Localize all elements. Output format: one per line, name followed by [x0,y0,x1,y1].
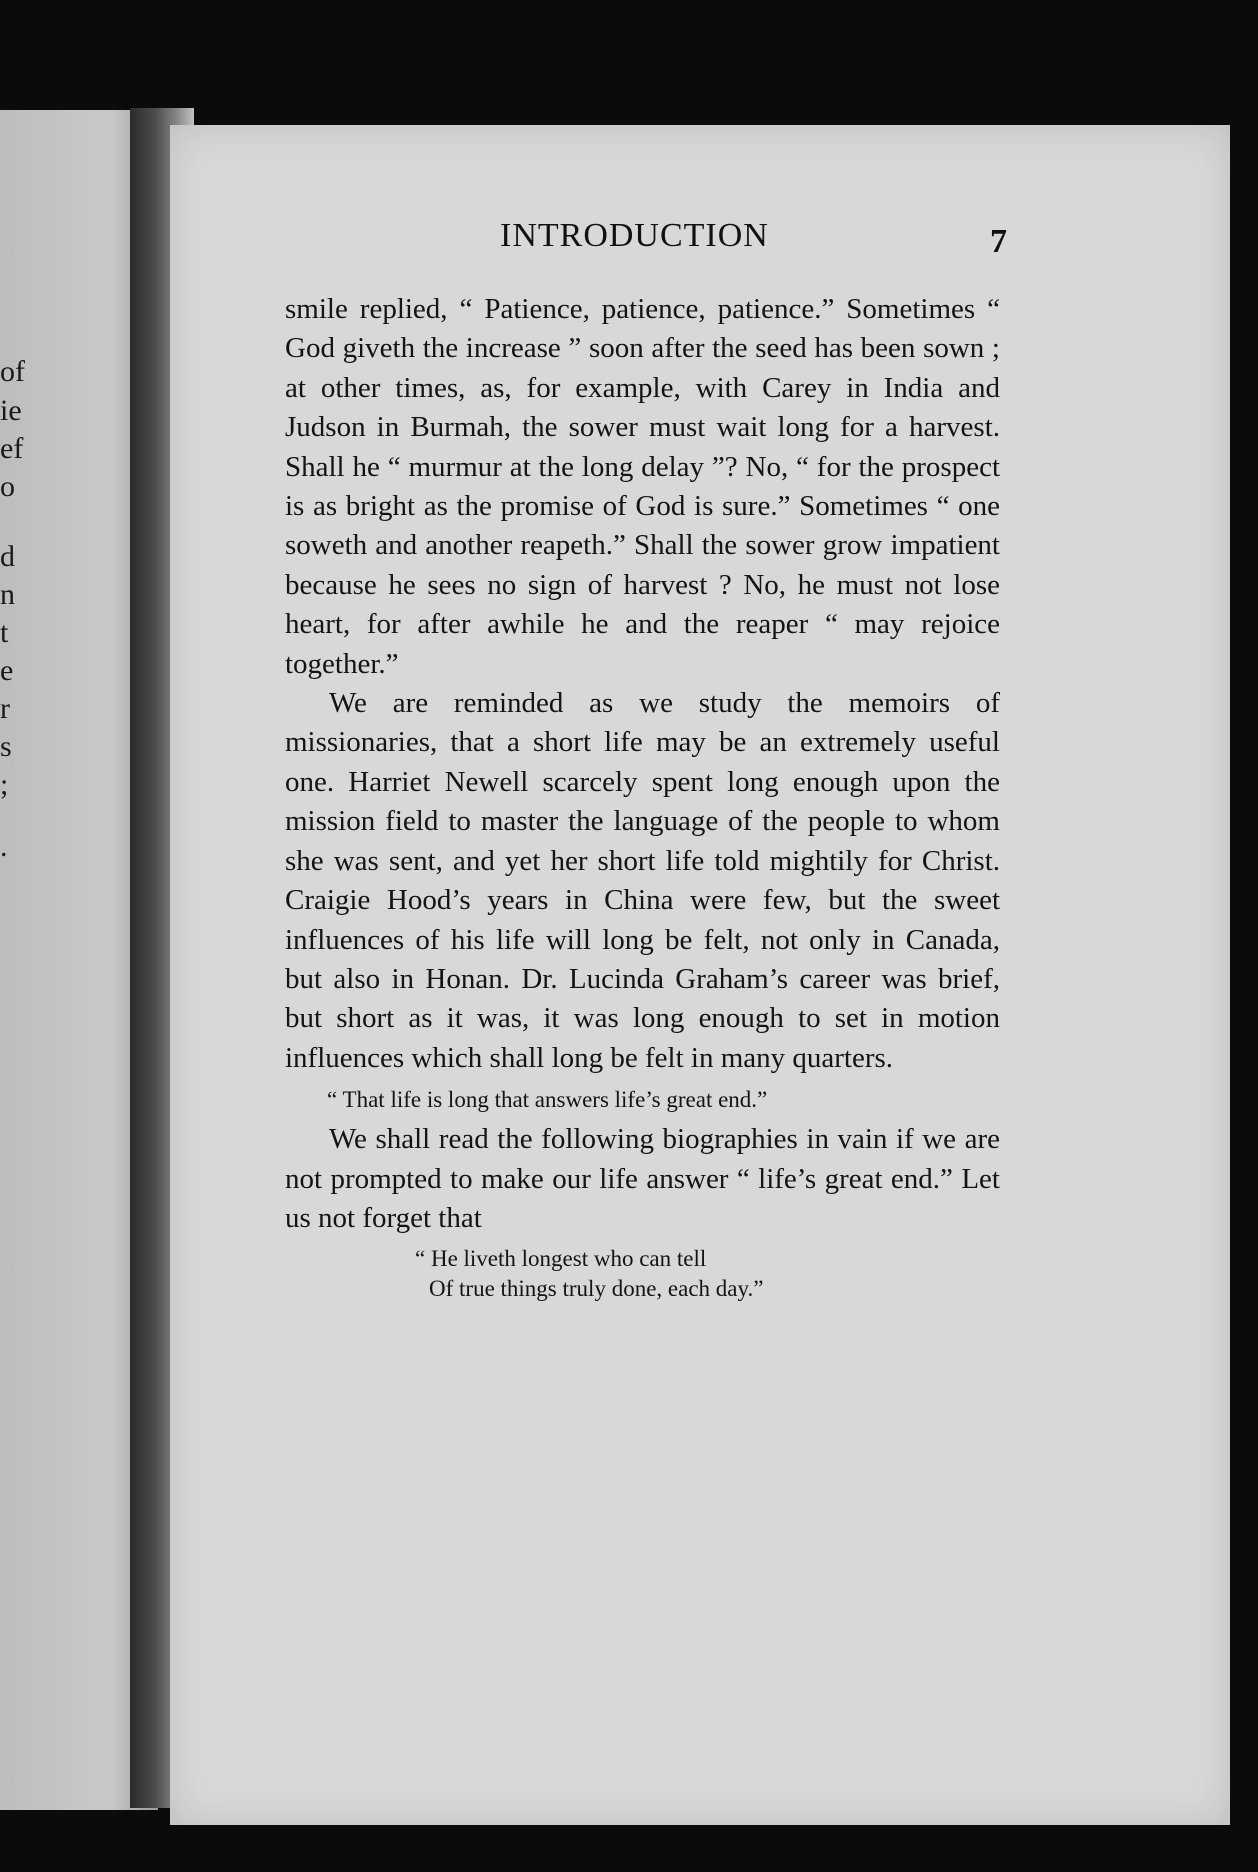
fragment: t [0,616,9,649]
verse-quote [285,1244,1000,1304]
fragment: . [0,830,8,863]
fragment: ef [0,432,24,465]
paragraph: smile replied, “ Patience, patience, patience.” Sometimes “ God giveth the increase ” soon after the seed has been sown ; at other times, as, for example, with Carey in India and Judson in Burmah, the sower must wait long for a harvest. Shall he “ murmur at the long delay ”? No, “ for the prospect is as bright as the promise of God is sure.” Sometimes “ one soweth and another reapeth.” Shall the sower grow impatient because he sees no sign of harvest ? No, he must not lose heart, for after awhile he and the reaper “ may rejoice together.” [285,293,1000,680]
verse-line: Of true things truly done, each day.” [429,1276,764,1302]
fragment: d [0,540,15,573]
fragment: e [0,654,14,687]
fragment: n [0,578,15,611]
fragment: r [0,692,10,725]
running-head: INTRODUCTION [500,217,769,254]
block-quote: “ That life is long that answers life’s great end.” [327,1087,768,1113]
book-page [170,125,1230,1825]
page-number: 7 [990,223,1007,260]
page-text [285,290,1000,1304]
fragment: ; [0,768,9,801]
paragraph: We are reminded as we study the memoirs of missionaries, that a short life may be an extremely useful one. Harriet Newell scarcely spent long enough upon the mission field to master the language of the people to whom she was sent, and yet her short life told mightily for Christ. Craigie Hood’s years in China were few, but the sweet influences of his life will long be felt, not only in Canada, but also in Honan. Dr. Lucinda Graham’s career was brief, but short as it was, it was long enough to set in motion influences which shall long be felt in many quarters. [285,687,1000,1074]
fragment: o [0,470,15,503]
paragraph: We shall read the following biographies in vain if we are not prompted to make our life answer “ life’s great end.” Let us not forget that [285,1123,1000,1234]
fragment: s [0,730,12,763]
fragment: ie [0,394,22,427]
fragment: of [0,355,25,388]
verse-line: “ He liveth longest who can tell [415,1246,707,1272]
